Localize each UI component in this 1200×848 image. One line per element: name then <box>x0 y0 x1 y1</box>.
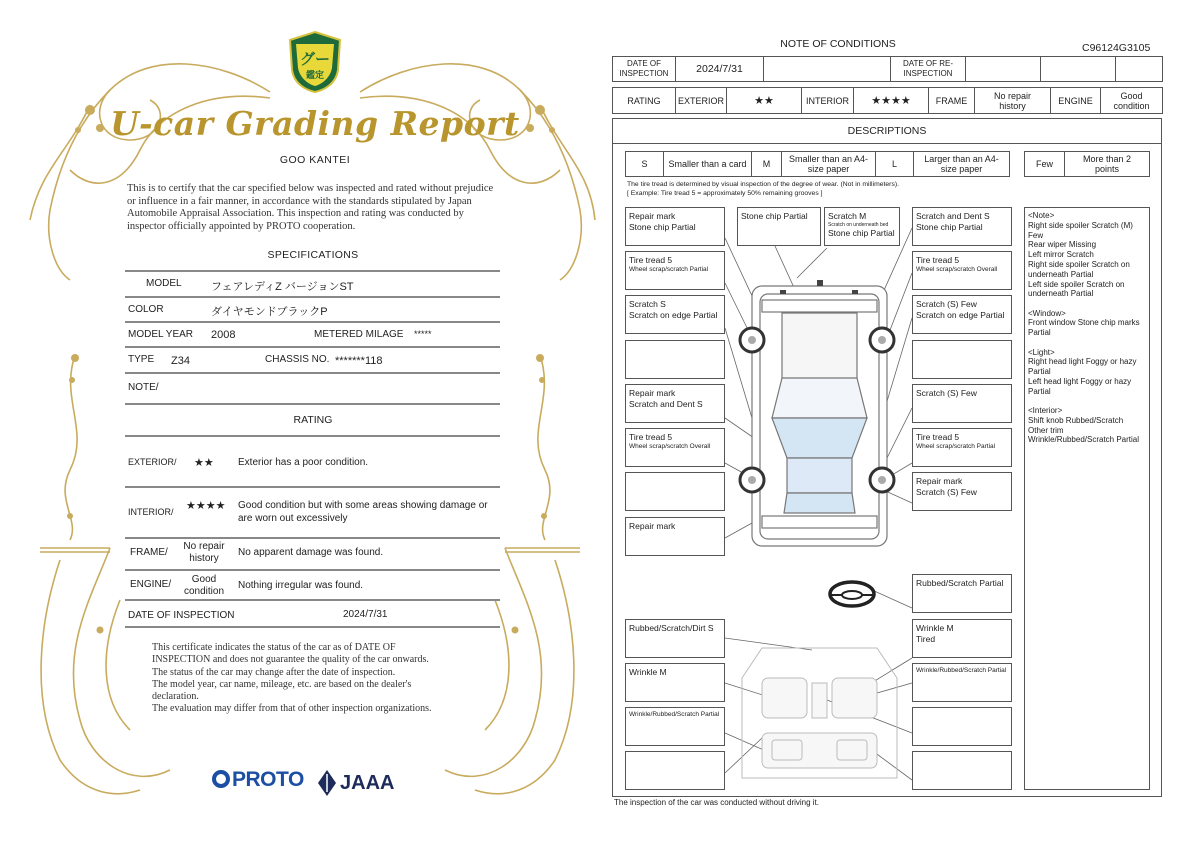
exterior-rating: ★★ <box>727 88 802 113</box>
frame-value: No repair history <box>183 541 225 564</box>
divider <box>125 296 500 298</box>
condition-box <box>625 751 725 790</box>
frame-text: No apparent damage was found. <box>238 547 384 558</box>
engine-value: Good condition <box>183 574 225 597</box>
engine-label: ENGINE/ <box>130 579 172 590</box>
color-value: ダイヤモンドブラックP <box>211 306 328 318</box>
size-legend: S Smaller than a card M Smaller than an A4-size paper L Larger than an A4-size paper <box>625 151 1010 177</box>
condition-box: Scratch and Dent S Stone chip Partial <box>912 207 1012 246</box>
inspection-date-value: 2024/7/31 <box>343 609 388 620</box>
type-label: TYPE <box>128 354 155 365</box>
interior-rating: ★★★★ <box>854 88 929 113</box>
model-year-label: MODEL YEAR <box>128 329 194 340</box>
condition-box: Tire tread 5 Wheel scrap/scratch Overall <box>625 428 725 467</box>
exterior-label: EXTERIOR/ <box>128 457 177 467</box>
condition-box: Wrinkle M Tired <box>912 619 1012 658</box>
model-year-value: 2008 <box>211 329 236 341</box>
proto-logo-icon <box>212 770 230 788</box>
divider <box>125 537 500 539</box>
milage-label: METERED MILAGE <box>314 329 404 340</box>
frame-label: FRAME/ <box>130 547 168 558</box>
milage-value: ***** <box>414 329 432 339</box>
notes-panel <box>1024 207 1150 790</box>
specifications-heading: SPECIFICATIONS <box>267 249 359 261</box>
condition-box: Scratch M Scratch on underneath bed Stone chip Partial <box>824 207 900 246</box>
steering-wheel-icon <box>830 582 874 606</box>
engine-rating: Good condition <box>1113 90 1150 111</box>
frame-rating: No repair history <box>975 88 1051 113</box>
notes-general: <Note> Right side spoiler Scratch (M) Few Rear wiper Missing Left mirror Scratch Right side spoiler Scratch on underneath Partial Left side spoiler Scratch on underneath Partial <box>1028 211 1133 299</box>
divider <box>125 599 500 601</box>
note-of-conditions-title: NOTE OF CONDITIONS <box>780 38 896 50</box>
svg-text:鑑定: 鑑定 <box>305 71 325 81</box>
condition-box: Repair mark <box>625 517 725 556</box>
color-label: COLOR <box>128 304 164 315</box>
document-id: C96124G3105 <box>1082 42 1151 54</box>
condition-box <box>625 340 725 379</box>
condition-box: Tire tread 5 Wheel scrap/scratch Partial <box>912 428 1012 467</box>
engine-text: Nothing irregular was found. <box>238 580 364 591</box>
notes-interior: <Interior> Shift knob Rubbed/Scratch Other trim Wrinkle/Rubbed/Scratch Partial <box>1028 406 1140 445</box>
note-label: NOTE/ <box>128 382 159 393</box>
goo-kantei-badge-icon <box>288 30 342 94</box>
condition-box: Wrinkle/Rubbed/Scratch Partial <box>912 663 1012 702</box>
chassis-label: CHASSIS NO. <box>265 354 330 365</box>
descriptions-heading: DESCRIPTIONS <box>612 118 1162 144</box>
condition-box: Scratch S Scratch on edge Partial <box>625 295 725 334</box>
report-subtitle: GOO KANTEI <box>279 154 351 166</box>
model-value: フェアレディZ バージョンST <box>211 281 354 293</box>
chassis-value: *******118 <box>335 355 383 367</box>
divider <box>125 569 500 571</box>
condition-box: Rubbed/Scratch/Dirt S <box>625 619 725 658</box>
inspection-date: 2024/7/31 <box>676 57 764 81</box>
jaaa-logo-icon <box>318 770 336 796</box>
model-label: MODEL <box>146 278 182 289</box>
exterior-text: Exterior has a poor condition. <box>238 457 369 468</box>
condition-box: Wrinkle/Rubbed/Scratch Partial <box>625 707 725 746</box>
condition-box: Rubbed/Scratch Partial <box>912 574 1012 613</box>
rating-table: RATING EXTERIOR ★★ INTERIOR ★★★★ FRAME No repair history ENGINE Good condition <box>612 87 1163 114</box>
divider <box>125 372 500 374</box>
condition-box: Repair mark Scratch and Dent S <box>625 384 725 423</box>
condition-box: Tire tread 5 Wheel scrap/scratch Partial <box>625 251 725 290</box>
divider <box>125 435 500 437</box>
divider <box>125 626 500 628</box>
inspection-date-label: DATE OF INSPECTION <box>128 610 235 621</box>
condition-box <box>912 751 1012 790</box>
divider <box>125 346 500 348</box>
condition-box: Repair mark Scratch (S) Few <box>912 472 1012 511</box>
tread-note: The tire tread is determined by visual inspection of the degree of wear. (Not in millimeters). [ Example: Tire tread 5 = approximately 50% remaining grooves ] <box>627 181 899 197</box>
proto-logo: PROTO <box>212 768 304 792</box>
condition-box <box>625 472 725 511</box>
inspection-date-table: DATE OF INSPECTION 2024/7/31 DATE OF RE-INSPECTION <box>612 56 1163 82</box>
exterior-stars: ★★ <box>194 457 214 469</box>
few-legend: Few More than 2 points <box>1024 151 1150 177</box>
notes-light: <Light> Right head light Foggy or hazy Partial Left head light Foggy or hazy Partial <box>1028 347 1137 396</box>
condition-box <box>912 340 1012 379</box>
condition-box: Tire tread 5 Wheel scrap/scratch Overall <box>912 251 1012 290</box>
condition-box: Repair mark Stone chip Partial <box>625 207 725 246</box>
condition-box: Scratch (S) Few Scratch on edge Partial <box>912 295 1012 334</box>
report-title: U-car Grading Report <box>110 104 520 143</box>
rating-heading: RATING <box>293 414 333 426</box>
notes-window: <Window> Front window Stone chip marks Partial <box>1028 308 1140 338</box>
jaaa-logo: JAAA <box>318 770 394 796</box>
inspection-footer: The inspection of the car was conducted without driving it. <box>614 798 819 807</box>
certification-text: This is to certify that the car specified below was inspected and rated without prejudice or influence in a fair manner, in accordance with the standards stipulated by Japan Automobile Appraisal Association. This inspection and rating was conducted by inspector officially appointed by PROTO cooperation. <box>127 183 494 232</box>
divider <box>125 321 500 323</box>
interior-text: Good condition but with some areas showing damage or are worn out excessively <box>238 500 488 524</box>
condition-box: Wrinkle M <box>625 663 725 702</box>
divider <box>125 270 500 272</box>
svg-text:グー: グー <box>299 50 331 68</box>
interior-label: INTERIOR/ <box>128 507 174 517</box>
condition-box <box>912 707 1012 746</box>
type-value: Z34 <box>171 355 190 367</box>
condition-box: Scratch (S) Few <box>912 384 1012 423</box>
divider <box>125 486 500 488</box>
interior-stars: ★★★★ <box>186 500 226 512</box>
certificate-disclaimer: This certificate indicates the status of the car as of DATE OF INSPECTION and does not guarantee the quality of the car onwards. The status of the car may change after the date of inspection. The model year, car name, mileage, etc. are based on the dealer's declaration. The evaluation may differ from that of other inspection organizations. <box>152 642 432 715</box>
divider <box>125 403 500 405</box>
condition-box: Stone chip Partial <box>737 207 821 246</box>
